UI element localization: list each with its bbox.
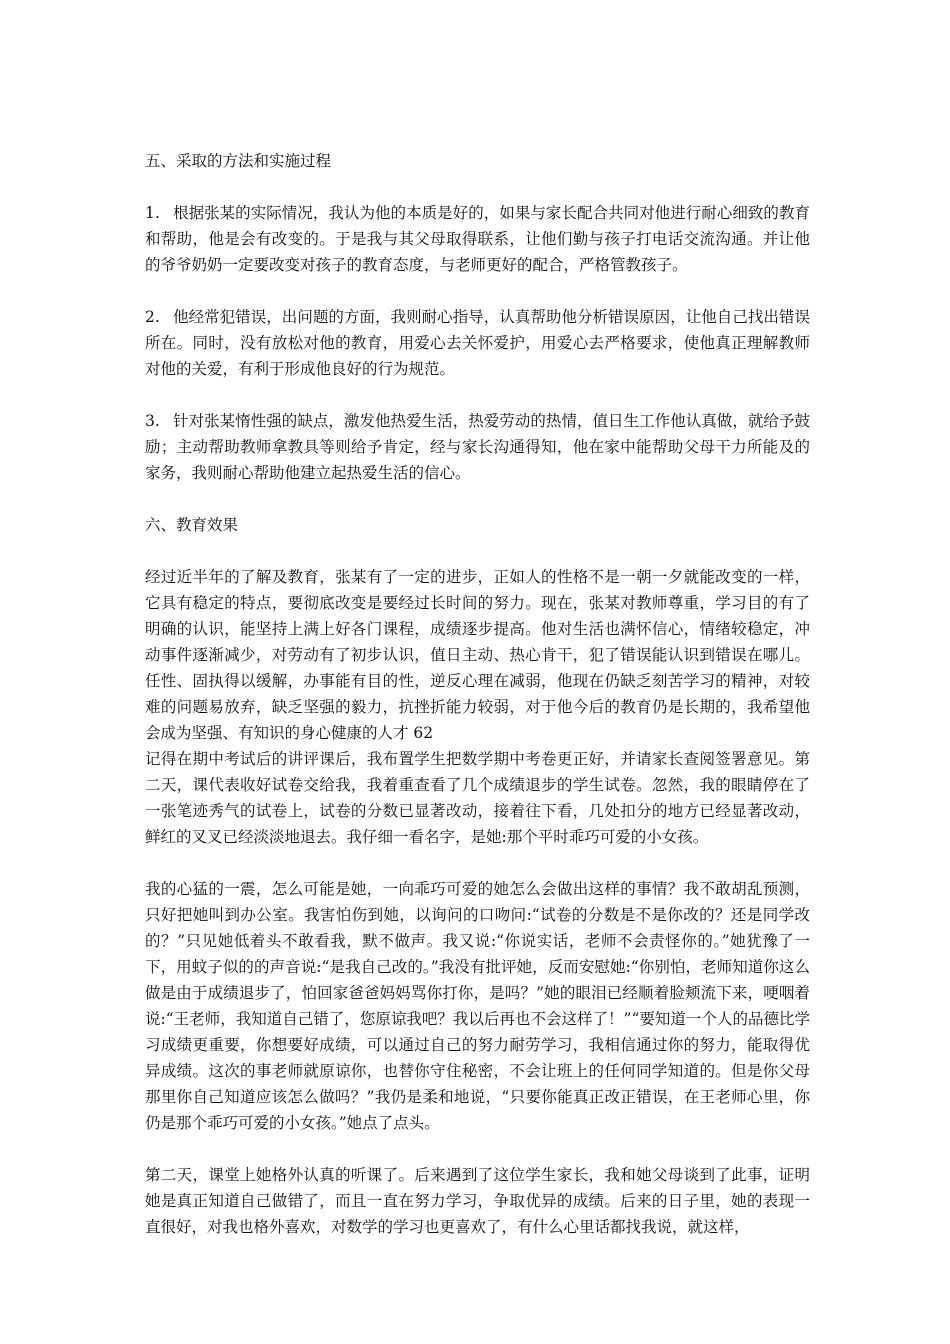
method-item-1: [145, 200, 810, 278]
method-item-3: [145, 408, 810, 486]
item-text: 根据张某的实际情况，我认为他的本质是好的，如果与家长配合共同对他进行耐心细致的教育和帮助，他是会有改变的。于是我与其父母取得联系，让他们勤与孩子打电话交流沟通。并让他的爷爷奶奶一定要改变对孩子的教育态度，与老师更好的配合，严格管教孩子。: [145, 204, 810, 274]
item-text: 针对张某惰性强的缺点，激发他热爱生活，热爱劳动的热情，值日生工作他认真做，就给予鼓励；主动帮助教师拿教具等则给予肯定，经与家长沟通得知，他在家中能帮助父母干力所能及的家务，我则耐心帮助他建立起热爱生活的信心。: [145, 412, 810, 482]
item-number: 1.: [145, 204, 160, 222]
section-heading-effects: 六、教育效果: [145, 516, 239, 534]
item-number: 2.: [145, 308, 160, 326]
item-text: 他经常犯错误，出问题的方面，我则耐心指导，认真帮助他分析错误原因，让他自己找出错误所在。同时，没有放松对他的教育，用爱心去关怀爱护，用爱心去严格要求，使他真正理解教师对他的关爱，有利于形成他良好的行为规范。: [145, 308, 810, 378]
story-paragraph-1: 记得在期中考试后的讲评课后，我布置学生把数学期中考卷更正好，并请家长查阅签署意见。第二天，课代表收好试卷交给我，我着重查看了几个成绩退步的学生试卷。忽然，我的眼睛停在了一张笔迹秀气的试卷上，试卷的分数已显著改动，接着往下看，几处扣分的地方已经显著改动，鲜红的叉叉已经淡淡地退去。我仔细一看名字，是她:那个平时乖巧可爱的小女孩。: [145, 750, 810, 846]
section-heading-methods: 五、采取的方法和实施过程: [145, 152, 332, 170]
story-paragraph-3: 第二天，课堂上她格外认真的听课了。后来遇到了这位学生家长，我和她父母谈到了此事，证明她是真正知道自己做错了，而且一直在努力学习，争取优异的成绩。后来的日子里，她的表现一直很好，对我也格外喜欢，对数学的学习也更喜欢了，有什么心里话都找我说，就这样，: [145, 1166, 810, 1236]
item-number: 3.: [145, 412, 160, 430]
story-paragraph-2: 我的心猛的一震，怎么可能是她，一向乖巧可爱的她怎么会做出这样的事情？我不敢胡乱预测，只好把她叫到办公室。我害怕伤到她，以询问的口吻问:“试卷的分数是不是你改的？还是同学改的？”只见她低着头不敢看我，默不做声。我又说:“你说实话，老师不会责怪你的。”她犹豫了一下，用蚊子似的的声音说:“是我自己改的。”我没有批评她，反而安慰她:“你别怕，老师知道你这么做是由于成绩退步了，怕回家爸爸妈妈骂你打你，是吗？”她的眼泪已经顺着脸颊流下来，哽咽着说:“王老师，我知道自己错了，您原谅我吧？我以后再也不会这样了！”“要知道一个人的品德比学习成绩更重要，你想要好成绩，可以通过自己的努力耐劳学习，我相信通过你的努力，能取得优异成绩。这次的事老师就原谅你，也替你守住秘密，不会让班上的任何同学知道的。但是你父母那里你自己知道应该怎么做吗？”我仍是柔和地说，“只要你能真正改正错误，在王老师心里，你仍是那个乖巧可爱的小女孩。”她点了点头。: [145, 880, 810, 1132]
document-page: [145, 148, 810, 1240]
method-item-2: [145, 304, 810, 382]
effects-paragraph: 经过近半年的了解及教育，张某有了一定的进步，正如人的性格不是一朝一夕就能改变的一样，它具有稳定的特点，要彻底改变是要经过长时间的努力。现在，张某对教师尊重，学习目的有了明确的认识，能坚持上满上好各门课程，成绩逐步提高。他对生活也满怀信心，情绪较稳定，冲动事件逐渐减少，对劳动有了初步认识，值日主动、热心肯干，犯了错误能认识到错误在哪儿。任性、固执得以缓解，办事能有目的性，逆反心理在减弱，他现在仍缺乏刻苦学习的精神，对较难的问题易放弃，缺乏坚强的毅力，抗挫折能力较弱，对于他今后的教育仍是长期的，我希望他会成为坚强、有知识的身心健康的人才 62: [145, 568, 810, 742]
